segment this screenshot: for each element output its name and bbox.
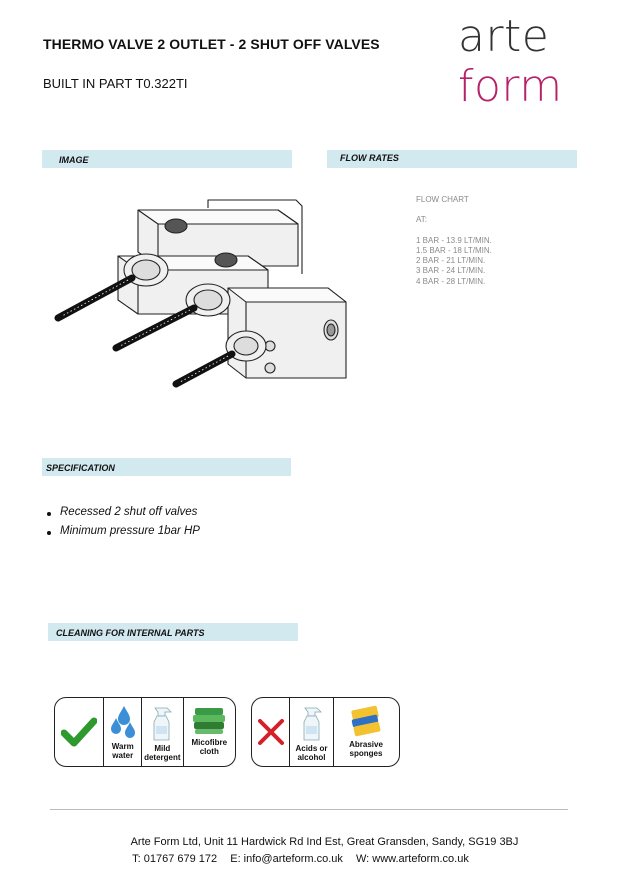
section-header-cleaning: CLEANING FOR INTERNAL PARTS (48, 623, 298, 641)
flow-chart-heading: FLOW CHART (416, 195, 469, 204)
flow-rate-item: 3 BAR - 24 LT/MIN. (416, 266, 486, 276)
flow-chart (416, 195, 492, 287)
allowed-label: Warm water (111, 742, 134, 760)
footer-contacts (0, 853, 609, 865)
forbidden-label: Acids or alcohol (295, 744, 328, 762)
footer-address: Arte Form Ltd, Unit 11 Hardwick Rd Ind Est, Great Gransden, Sandy, SG19 3BJ (130, 836, 519, 848)
allowed-label: Mild detergent (144, 744, 181, 762)
flow-chart-at: AT: (416, 215, 427, 225)
footer-website[interactable]: W: www.arteform.co.uk (355, 853, 469, 865)
flow-rate-item: 4 BAR - 28 LT/MIN. (416, 276, 486, 286)
spray-bottle-icon (299, 704, 325, 742)
cross-icon (256, 717, 286, 747)
footer-phone: T: 01767 679 172 (132, 853, 218, 865)
allowed-label: Micofibre cloth (191, 738, 228, 756)
footer-divider (50, 809, 568, 810)
document-title: THERMO VALVE 2 OUTLET - 2 SHUT OFF VALVES (43, 36, 380, 52)
flow-rate-item: 2 BAR - 21 LT/MIN. (416, 256, 486, 266)
section-header-image: IMAGE (42, 150, 292, 168)
folded-cloth-icon (191, 704, 227, 736)
specification-item: Minimum pressure 1bar HP (60, 525, 200, 537)
specification-item: Recessed 2 shut off valves (60, 506, 200, 518)
allowed-warm-water-cell (104, 698, 142, 766)
check-icon (61, 716, 97, 748)
arteform-logo (458, 11, 563, 112)
forbidden-abrasive-sponges-cell (334, 698, 398, 766)
allowed-mild-detergent-cell (142, 698, 184, 766)
forbidden-acids-alcohol-cell (290, 698, 334, 766)
section-header-flow-rates: FLOW RATES (327, 150, 577, 168)
allowed-microfibre-cloth-cell (184, 698, 235, 766)
section-header-specification: SPECIFICATION (42, 458, 291, 476)
cleaning-forbidden-panel (251, 697, 400, 767)
forbidden-cross-cell (252, 698, 290, 766)
spray-bottle-icon (149, 704, 175, 742)
footer-email[interactable]: E: info@arteform.co.uk (230, 853, 343, 865)
cleaning-allowed-panel (54, 697, 236, 767)
specification-list (60, 506, 200, 544)
flow-rate-item: 1 BAR - 13.9 LT/MIN. (416, 235, 492, 245)
document-subtitle: BUILT IN PART T0.322TI (43, 76, 188, 91)
logo-line-1: arte (458, 11, 550, 62)
sponge-icon (348, 704, 384, 738)
valve-product-drawing (48, 196, 358, 396)
forbidden-label: Abrasive sponges (349, 740, 383, 758)
flow-rate-item: 1.5 BAR - 18 LT/MIN. (416, 245, 492, 255)
water-drops-icon (108, 704, 138, 740)
allowed-check-cell (55, 698, 104, 766)
logo-line-2: form (458, 61, 563, 112)
